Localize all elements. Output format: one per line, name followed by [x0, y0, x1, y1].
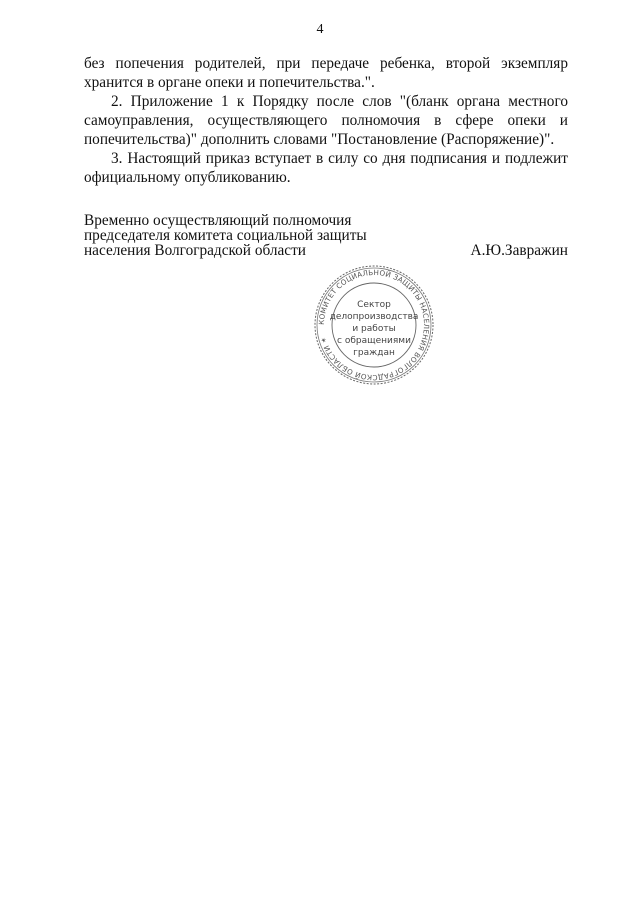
stamp-center-line-1: Сектор [357, 300, 391, 310]
signer-name: А.Ю.Завражин [470, 242, 568, 259]
stamp-center-line-4: с обращениями [337, 336, 411, 346]
signature-block [84, 213, 568, 258]
paragraph-item-2: 2. Приложение 1 к Порядку после слов "(бланк органа местного самоуправления, осуществляющего полномочия в сфере опеки и попечительства)" дополнить словами "Постановление (Распоряжение)". [84, 93, 568, 148]
stamp-center-line-2: делопроизводства [329, 312, 419, 322]
stamp-ring-text: КОМИТЕТ СОЦИАЛЬНОЙ ЗАЩИТЫ НАСЕЛЕНИЯ ВОЛГОГРАДСКОЙ ОБЛАСТИ ✶ [316, 267, 432, 383]
paragraph-item-3: 3. Настоящий приказ вступает в силу со дня подписания и подлежит официальному опубликованию. [84, 150, 568, 186]
signer-position-line-2: председателя комитета социальной защиты [84, 227, 367, 244]
official-stamp [312, 263, 436, 387]
document-body [84, 54, 568, 187]
stamp-seal-icon [312, 263, 436, 387]
stamp-center-line-3: и работы [352, 324, 396, 334]
signer-position-line-3: населения Волгоградской области [84, 242, 306, 259]
signer-position-line-1: Временно осуществляющий полномочия [84, 212, 352, 229]
page-number: 4 [316, 22, 324, 37]
stamp-center-line-5: граждан [353, 348, 395, 358]
paragraph-continuation: без попечения родителей, при передаче ребенка, второй экземпляр хранится в органе опеки и попечительства.". [84, 55, 568, 91]
